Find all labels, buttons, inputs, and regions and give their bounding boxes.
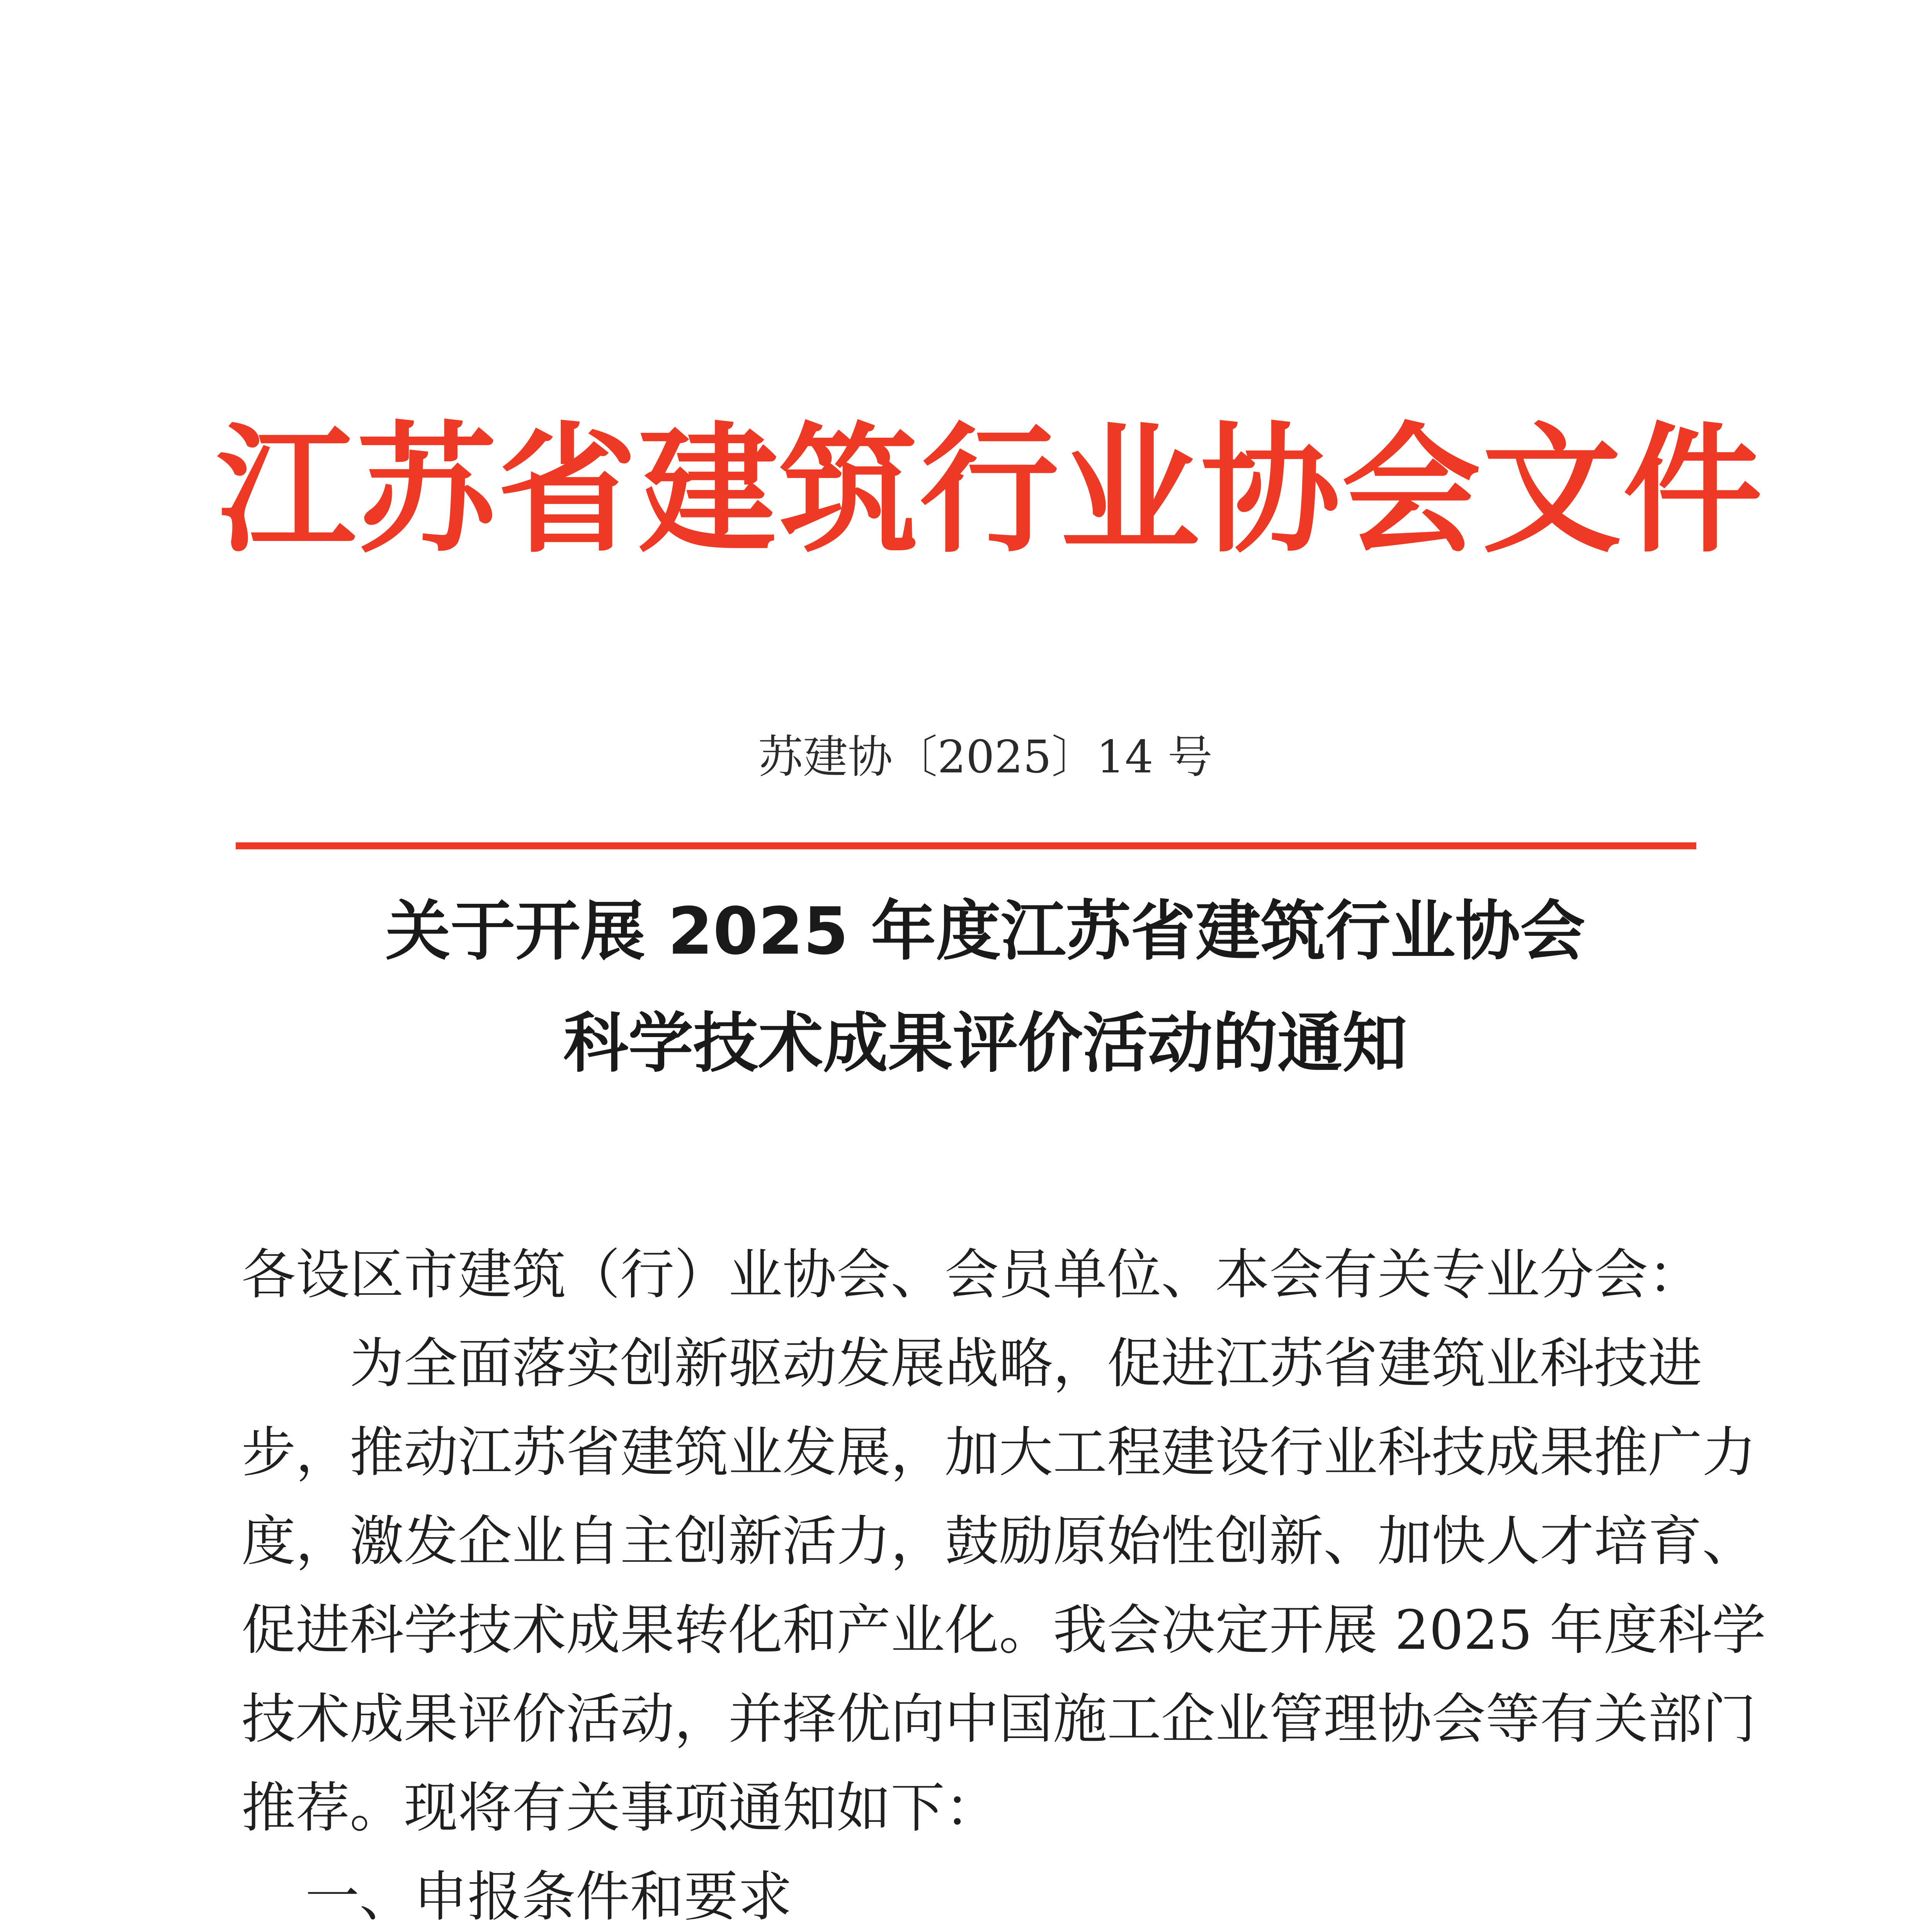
document-number: 苏建协〔2025〕14 号 — [758, 731, 1213, 783]
salutation: 各设区市建筑（行）业协会、会员单位、本会有关专业分会： — [242, 1243, 1702, 1306]
header-divider — [236, 842, 1696, 849]
paragraph-line: 步，推动江苏省建筑业发展，加大工程建设行业科技成果推广力 — [242, 1421, 1757, 1484]
notice-title-line-2: 科学技术成果评价活动的通知 — [563, 1005, 1407, 1081]
paragraph-line: 促进科学技术成果转化和产业化。我会决定开展 2025 年度科学 — [242, 1599, 1766, 1662]
paragraph-line: 技术成果评价活动，并择优向中国施工企业管理协会等有关部门 — [242, 1688, 1757, 1751]
notice-title-line-1: 关于开展 2025 年度江苏省建筑行业协会 — [385, 893, 1585, 969]
paragraph-line: 度，激发企业自主创新活力，鼓励原始性创新、加快人才培育、 — [242, 1510, 1757, 1573]
paragraph-line: 为全面落实创新驱动发展战略，促进江苏省建筑业科技进 — [350, 1332, 1702, 1395]
paragraph-line: 推荐。现将有关事项通知如下： — [242, 1777, 999, 1840]
section-heading: 一、申报条件和要求 — [305, 1866, 793, 1929]
masthead-title: 江苏省建筑行业协会文件 — [216, 410, 1764, 571]
